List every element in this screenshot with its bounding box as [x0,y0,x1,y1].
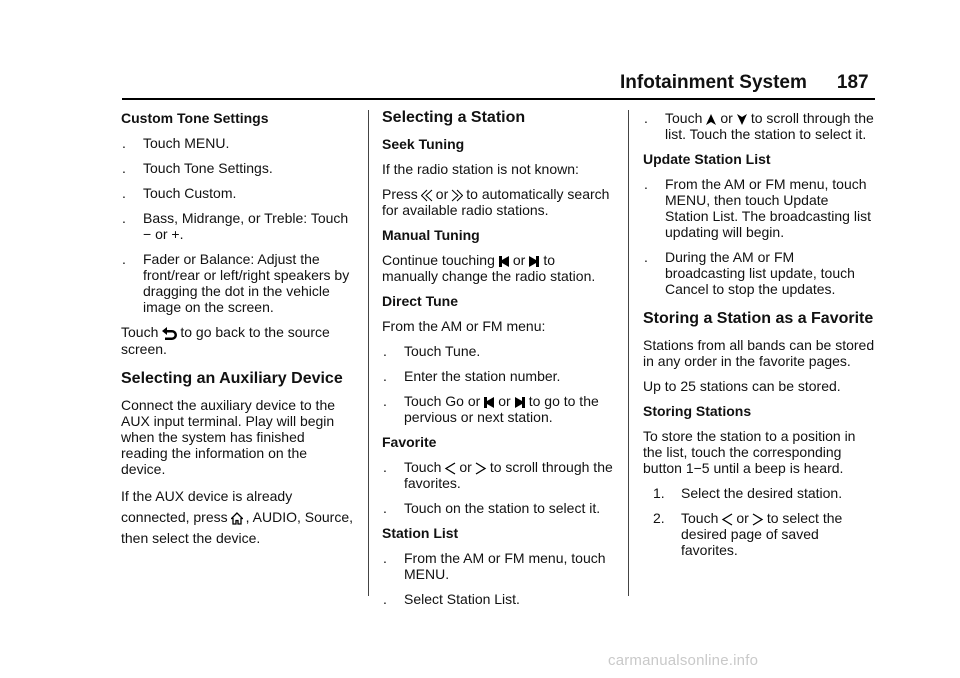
heading-custom-tone: Custom Tone Settings [121,110,269,126]
watermark: carmanualsonline.info [608,652,759,669]
heading-direct: Direct Tune [382,293,458,309]
seek-back-icon [421,189,433,202]
heading-selecting-station: Selecting a Station [382,109,526,126]
list-item: . Touch or to scroll through the favorites. [383,459,613,491]
list-item: . Touch or to scroll through the list. Touch the station to select it. [644,110,874,142]
list-item: . Touch Go or or to go to the pervious or next station. [383,393,599,425]
numbered-step: 2. Touch or to select the desired page of saved favorites. [653,510,843,558]
list-item: . From the AM or FM menu, touch MENU, then touch Update Station List. The broadcasting list updating will begin. [644,176,871,240]
aux-paragraph-2: If the AUX device is already connected, press , AUDIO, Source, then select the device. [121,487,353,546]
list-item: . Fader or Balance: Adjust the front/rear or left/right speakers by dragging the dot in the vehicle image on the screen. [122,251,350,315]
heading-station-list: Station List [382,525,459,541]
column-divider [628,110,629,596]
store-paragraph-2: Up to 25 stations can be stored. [643,378,841,394]
section-title: Infotainment System [620,72,807,93]
heading-aux: Selecting an Auxiliary Device [121,369,343,387]
list-item: . Touch Tone Settings. [122,160,273,176]
numbered-step: 1. Select the desired station. [653,485,843,501]
seek-paragraph-1: If the radio station is not known: [382,161,579,177]
heading-seek: Seek Tuning [382,136,465,152]
heading-update-list: Update Station List [643,151,771,167]
aux-paragraph-1: Connect the auxiliary device to the AUX input terminal. Play will begin when the system has finished reading the information on the device. [121,396,336,477]
list-item: . Select Station List. [383,591,520,607]
heading-storing-stations: Storing Stations [643,403,752,419]
page-number: 187 [836,72,869,93]
store-paragraph-3: To store the station to a position in the list, touch the corresponding button 1−5 until a beep is heard. [643,428,856,476]
direct-paragraph: From the AM or FM menu: [382,318,546,334]
page-header [620,72,869,94]
column-divider [368,110,369,596]
tune-up-icon [514,396,526,409]
column-2 [382,110,614,616]
list-item: . During the AM or FM broadcasting list update, touch Cancel to stop the updates. [644,249,855,297]
chevron-right-icon [752,513,764,526]
back-icon [161,326,177,341]
list-item: . Touch Tune. [383,343,481,359]
heading-storing-favorite: Storing a Station as a Favorite [643,310,874,327]
tune-down-icon [483,396,495,409]
list-item: . Touch Custom. [122,185,237,201]
header-rule [122,98,875,100]
back-paragraph: Touch to go back to the source screen. [121,324,330,357]
list-item: . Touch on the station to select it. [383,500,601,516]
tune-down-icon [498,255,510,268]
list-item: . Enter the station number. [383,368,561,384]
chevron-left-icon [444,462,456,475]
chevron-left-icon [721,513,733,526]
arrow-up-icon [705,113,717,126]
heading-favorite: Favorite [382,434,437,450]
column-3 [643,110,875,567]
list-item: . Bass, Midrange, or Treble: Touch − or +. [122,210,349,242]
chevron-right-icon [475,462,487,475]
list-item: . From the AM or FM menu, touch MENU. [383,550,606,582]
arrow-down-icon [736,113,748,126]
manual-paragraph: Continue touching or to manually change the radio station. [382,252,596,284]
home-icon [231,512,243,525]
seek-paragraph-2: Press or to automatically search for available radio stations. [382,186,610,218]
store-paragraph-1: Stations from all bands can be stored in any order in the favorite pages. [643,337,875,369]
tune-up-icon [528,255,540,268]
column-1 [121,110,353,558]
heading-manual: Manual Tuning [382,227,480,243]
list-item: . Touch MENU. [122,135,230,151]
seek-forward-icon [451,189,463,202]
